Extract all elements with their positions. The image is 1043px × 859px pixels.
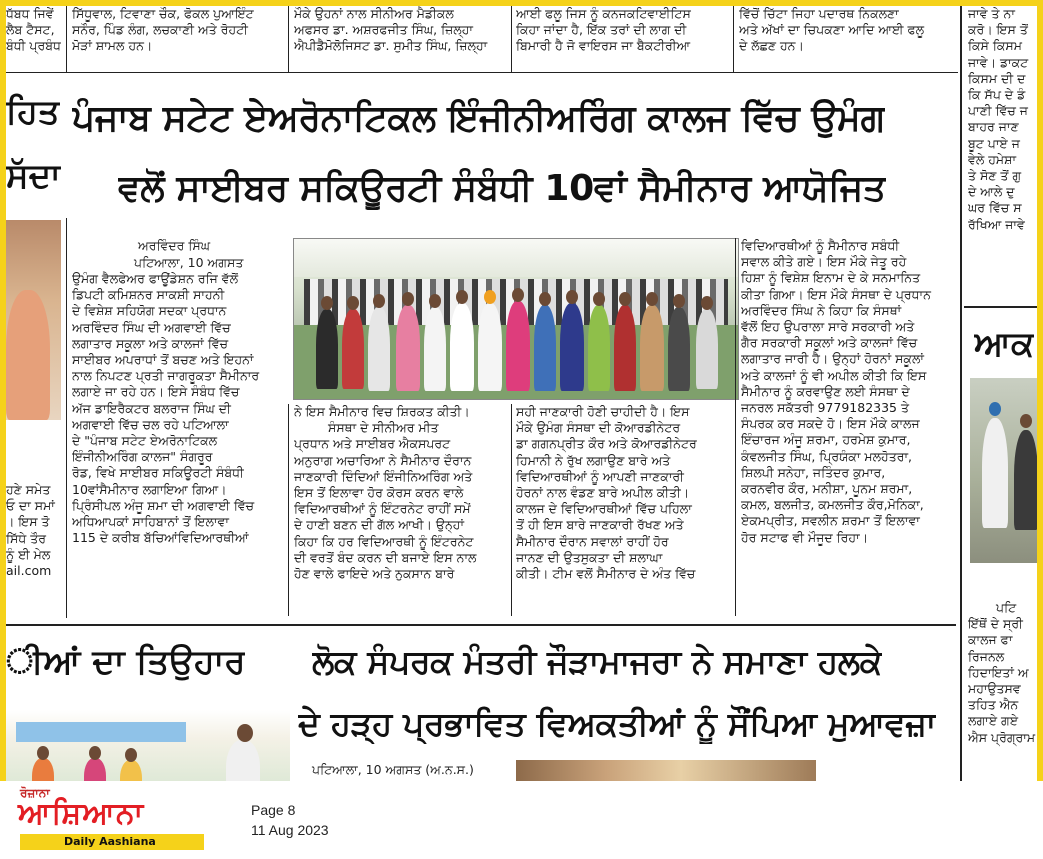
body-line: ਹੋਰ ਸਟਾਫ ਵੀ ਮੌਜੂਦ ਰਿਹਾ। [741, 529, 869, 545]
dateline: ਪਟਿਆਲਾ, 10 ਅਗਸਤ [134, 255, 244, 270]
column-rule [511, 6, 512, 72]
body-line: ਨੇ ਇਸ ਸੈਮੀਨਾਰ ਵਿਚ ਸ਼ਿਰਕਤ ਕੀਤੀ। [294, 404, 470, 419]
fragment-line: ਘਰ ਵਿੱਚ ਸ [968, 200, 1022, 216]
body-line: ਹਿਮਾਨੀ ਨੇ ਰੁੱਖ ਲਗਾਉਣ ਬਾਰੇ ਅਤੇ [516, 452, 671, 468]
left-strip-headline: ਹਿਤ [6, 92, 60, 132]
fragment-line: ਜਾਵੇ ਤੇ ਨਾ [968, 6, 1015, 21]
body-line: ਨਾਲ ਨਿਪਟਣ ਪ੍ਰਤੀ ਜਾਗਰੂਕਤਾ ਸੈਮੀਨਾਰ [72, 368, 260, 384]
body-line: ਅਧਿਆਪਕਾਂ ਸਾਹਿਬਾਨਾਂ ਤੋਂ ਇਲਾਵਾ [72, 514, 229, 530]
body-line: ਜਨਰਲ ਸਕੱਤਰੀ 9779182335 ਤੇ [741, 400, 909, 416]
fragment-line: ਕਿਹਾ ਜਾਂਦਾ ਹੈ, ਇੱਕ ਤਰਾਂ ਦੀ ਲਾਗ ਦੀ [516, 22, 687, 38]
fragment-line: ਪਟਿ [996, 600, 1017, 615]
body-line: ਵਿਦਿਆਰਥੀਆਂ ਨੂੰ ਸੈਮੀਨਾਰ ਸਬੰਧੀ [741, 238, 900, 253]
fragment-line: ਲੈਬ ਟੈਸਟ, [6, 22, 55, 38]
body-line: ਸ਼ਿਲਪੀ ਸਨੇਹਾ, ਜਤਿੰਦਰ ਕੁਮਾਰ, [741, 464, 886, 480]
body-line: ਹੋਣ ਵਾਲੇ ਫਾਇਦੇ ਅਤੇ ਨੁਕਸਾਨ ਬਾਰੇ [294, 566, 455, 582]
top-fragment-c [294, 6, 506, 66]
top-fragment-b [72, 6, 282, 66]
top-fragment-d [516, 6, 728, 66]
body-line: ਏਕਮਪ੍ਰੀਤ, ਸਵਲੀਨ ਸ਼ਰਮਾ ਤੋਂ ਇਲਾਵਾ [741, 513, 920, 529]
second-headline-line-2: ਦੇ ਹੜ੍ਹ ਪ੍ਰਭਾਵਿਤ ਵਿਅਕਤੀਆਂ ਨੂੰ ਸੌਂਪਿਆ ਮੁਆਵਜ਼ਾ [298, 704, 936, 743]
body-line: ਸੰਪਰਕ ਕਰ ਸਕਦੇ ਹੋ। ਇਸ ਮੌਕੇ ਕਾਲਜ [741, 416, 920, 432]
second-headline-line-1: ਲੋਕ ਸੰਪਰਕ ਮੰਤਰੀ ਜੌੜਾਮਾਜਰਾ ਨੇ ਸਮਾਣਾ ਹਲਕੇ [312, 642, 882, 681]
fragment-line: ਹਿਦਾਇਤਾਂ ਅ [968, 664, 1029, 680]
column-rule [735, 238, 736, 616]
body-line: ਡਿਪਟੀ ਕਮਿਸ਼ਨਰ ਸਾਕਸ਼ੀ ਸਾਹਨੀ [72, 287, 225, 303]
main-article-col-4 [741, 238, 951, 614]
body-line: ਅਨੁਰਾਗ ਅਚਾਰਿਆ ਨੇ ਸੈਮੀਨਾਰ ਦੌਰਾਨ [294, 452, 472, 468]
body-line: 115 ਦੇ ਕਰੀਬ ਬੱਚਿਆਂਵਿਦਿਆਰਥੀਆਂ [72, 530, 249, 546]
fragment-line: ਤਹਿਤ ਐਨ [968, 697, 1019, 713]
body-line: ਡਾ ਗਗਨਪ੍ਰੀਤ ਕੌਰ ਅਤੇ ਕੋਆਰਡੀਨੇਟਰ [516, 436, 697, 452]
body-line: ਵਿਦਿਆਰਥੀਆਂ ਨੂੰ ਇੰਟਰਨੇਟ ਰਾਹੀਂ ਸਮੇਂ [294, 501, 471, 517]
fragment-line: ਪਾਣੀ ਵਿੱਚ ਜ [968, 103, 1028, 119]
body-line: ਦੇ ਹਾਣੀ ਬਣਨ ਦੀ ਗੱਲ ਆਖੀ। ਉਨ੍ਹਾਂ [294, 517, 464, 533]
body-line: ਕਮਲ, ਬਲਜੀਤ, ਕਮਲਜੀਤ ਕੌਰ,ਮੋਨਿਕਾ, [741, 497, 924, 513]
right-column-rule [960, 6, 962, 781]
fragment-line: ਅਫਸਰ ਡਾ. ਅਸ਼ਰਫਜੀਤ ਸਿੰਘ, ਜ਼ਿਲ੍ਹਾ [294, 22, 473, 38]
body-line: ਲਗਾਏ ਜਾ ਰਹੇ ਹਨ। ਇਸੇ ਸੰਬੰਧ ਵਿੱਚ [72, 384, 240, 400]
column-rule [511, 404, 512, 616]
body-line: ਕਰਨਵੀਰ ਕੌਰ, ਮਨੀਸ਼ਾ, ਪੂਨਮ ਸ਼ਰਮਾ, [741, 481, 913, 497]
fragment-line: ਐਸ ਪ੍ਰੋਗ੍ਰਾਮ [968, 729, 1036, 745]
section-divider [6, 624, 296, 626]
section-divider [294, 624, 956, 626]
fragment-line: ਅਤੇ ਅੱਖਾਂ ਦਾ ਚਿਪਕਣਾ ਆਦਿ ਆਈ ਫਲੂ [739, 22, 925, 38]
column-rule [288, 6, 289, 72]
fragment-line: ਵੇਲੇ ਹਮੇਸ਼ਾ [968, 151, 1017, 167]
body-line: ਸਾਈਬਰ ਅਪਰਾਧਾਂ ਤੋਂ ਬਚਣ ਅਤੇ ਇਹਨਾਂ [72, 352, 254, 368]
body-line: ਲਗਾਤਾਰ ਜਾਰੀ ਹੈ। ਉਨ੍ਹਾਂ ਹੋਰਨਾਂ ਸਕੂਲਾਂ [741, 351, 924, 367]
body-line: ਪ੍ਰਧਾਨ ਅਤੇ ਸਾਈਬਰ ਐਕਸਪਰਟ [294, 436, 451, 452]
right-strip-top-text [968, 6, 1037, 296]
body-line: ਮੌਕੇ ਉਮੰਗ ਸੰਸਥਾ ਦੀ ਕੋਆਰਡੀਨੇਟਰ [516, 420, 681, 436]
fragment-line: ਸਿੱਧੂਵਾਲ, ਟਿਵਾਣਾ ਚੌਕ, ਫੋਕਲ ਪੁਆਇੰਟ [72, 6, 254, 21]
fragment-line: ਜਾਵੇ। ਡਾਕਟ [968, 54, 1029, 70]
right-strip-photo [970, 378, 1037, 563]
fragment-line: ਨੂੰ ਈ ਮੇਲ [6, 546, 51, 562]
main-article-col-1 [72, 271, 282, 611]
body-line: ਇੰਚਾਰਜ ਅੰਜੂ ਸ਼ਰਮਾ, ਹਰਮੇਸ਼ ਕੁਮਾਰ, [741, 432, 911, 448]
body-line: ਵਿਦਿਆਰਥੀਆਂ ਨੂੰ ਆਪਣੀ ਜਾਣਕਾਰੀ [516, 468, 684, 484]
edition-date: 11 Aug 2023 [251, 822, 329, 838]
right-strip-bottom-text [968, 600, 1037, 780]
body-line: ਕੰਵਲਜੀਤ ਸਿੰਘ, ਪ੍ਰਿਯੰਕਾ ਮਲਹੋਤਰਾ, [741, 448, 913, 464]
fragment-line: ਆਈ ਫਲੂ ਜਿਸ ਨੂੰ ਕਨਜਕਟਿਵਾਈਟਿਸ [516, 6, 691, 21]
fragment-line: ਮੋੜਾਂ ਸ਼ਾਮਲ ਹਨ। [72, 38, 153, 54]
column-rule [733, 6, 734, 72]
top-fragment-e [739, 6, 949, 66]
left-strip-subheadline: ਸੱਦਾ [6, 156, 61, 196]
fragment-line: ਇੱਥੋਂ ਦੇ ਸ੍ਰੀ [968, 616, 1023, 632]
body-line: ਗੈਰ ਸਰਕਾਰੀ ਸਕੂਲਾਂ ਅਤੇ ਕਾਲਜਾਂ ਵਿੱਚ [741, 335, 918, 351]
body-line: ਵੱਲੋਂ ਇਹ ਉਪਰਾਲਾ ਸਾਰੇ ਸਰਕਾਰੀ ਅਤੇ [741, 319, 915, 335]
body-line: ਅਰਵਿੰਦਰ ਸਿੰਘ ਨੇ ਕਿਹਾ ਕਿ ਸੰਸਥਾਂ [741, 302, 902, 318]
logo-tagline: ਰੋਜ਼ਾਨਾ [20, 786, 50, 800]
body-line: ਉਮੰਗ ਵੈਲਫੇਅਰ ਫਾਊਂਡੇਸ਼ਨ ਰਜਿ ਵੱਲੋਂ [72, 271, 239, 286]
body-line: ਸੰਸਥਾ ਦੇ ਸੀਨੀਅਰ ਮੀਤ [328, 420, 439, 436]
fragment-line: ਧੱਬਧ ਜਿਵੇਂ [6, 6, 54, 21]
main-article-col-2 [294, 404, 506, 614]
section-divider [6, 72, 958, 73]
newspaper-page [6, 6, 1037, 781]
column-rule [66, 218, 67, 618]
column-rule [288, 404, 289, 616]
main-article-col-3 [516, 404, 728, 614]
body-line: ਜਾਨਣ ਦੀ ਉਤਸੁਕਤਾ ਦੀ ਸ਼ਲਾਘਾ [516, 549, 663, 565]
body-line: ਦੇ ਵਿਸ਼ੇਸ਼ ਸਹਿਯੋਗ ਸਦਕਾ ਪ੍ਰਧਾਨ [72, 303, 227, 319]
page-number: Page 8 [251, 802, 296, 818]
body-line: ਸਵਾਲ ਕੀਤੇ ਗਏ। ਇਸ ਮੌਕੇ ਜੇਤੂ ਰਹੇ [741, 254, 907, 270]
body-line: ਜਾਣਕਾਰੀ ਦਿੰਦਿਆਂ ਇੰਜੀਨਿਅਰਿੰਗ ਅਤੇ [294, 468, 473, 484]
logo-english-name: Daily Aashiana [20, 834, 204, 850]
fragment-line: ਲਗਾਏ ਗਏ [968, 713, 1019, 729]
body-line: ਅਤੇ ਕਾਲਜਾਂ ਨੂੰ ਵੀ ਅਪੀਲ ਕੀਤੀ ਕਿ ਇਸ [741, 367, 927, 383]
left-bottom-photo [6, 710, 290, 781]
second-dateline: ਪਟਿਆਲਾ, 10 ਅਗਸਤ (ਅ.ਨ.ਸ.) [312, 762, 474, 777]
fragment-line: ਸਿੱਧੇ ਤੌਰ [6, 530, 46, 546]
fragment-line: ail.com [6, 563, 52, 579]
right-strip-headline: ਆਕ [974, 324, 1035, 364]
fragment-line: ਦੇ ਲੱਛਣ ਹਨ। [739, 38, 804, 54]
fragment-line: ਕਰੋ। ਇਸ ਤੋਂ [968, 22, 1028, 38]
body-line: ਹੋਰਨਾਂ ਨਾਲ ਵੰਡਣ ਬਾਰੇ ਅਪੀਲ ਕੀਤੀ। [516, 485, 690, 501]
fragment-line: ਬਾਹਰ ਜਾਣ [968, 119, 1019, 135]
body-line: ਸਹੀ ਜਾਣਕਾਰੀ ਹੋਣੀ ਚਾਹੀਦੀ ਹੈ। ਇਸ [516, 404, 690, 419]
fragment-line: ਮਹਾਉਤਸਵ [968, 681, 1021, 697]
body-line: ਹਿਸ਼ਾ ਨੂੰ ਵਿਸ਼ੇਸ਼ ਇਨਾਮ ਦੇ ਕੇ ਸਨਮਾਨਿਤ [741, 270, 921, 286]
fragment-line: ਐਪੀਡੈਮੋਲੋਜਿਸਟ ਡਾ. ਸੁਮੀਤ ਸਿੰਘ, ਜ਼ਿਲ੍ਹਾ [294, 38, 488, 54]
fragment-line: ਰੱਖਿਆ ਜਾਵੇ [968, 216, 1025, 232]
body-line: ਤੋਂ ਹੀ ਇਸ ਬਾਰੇ ਜਾਣਕਾਰੀ ਰੱਖਣ ਅਤੇ [516, 517, 684, 533]
fragment-line: ਤੇ ਸੋਣ ਤੋਂ ਗੁ [968, 168, 1022, 184]
body-line: ਅਗਵਾਈ ਵਿੱਚ ਚਲ ਰਹੇ ਪਟਿਆਲਾ [72, 416, 229, 432]
fragment-line: ਕਾਲਜ ਫਾ [968, 632, 1013, 648]
fragment-line: ਵਿੱਚੋਂ ਚਿੱਟਾ ਜਿਹਾ ਪਦਾਰਥ ਨਿਕਲਣਾ [739, 6, 899, 21]
main-headline-line-1: ਪੰਜਾਬ ਸਟੇਟ ਏਅਰੋਨਾਟਿਕਲ ਇੰਜੀਨੀਅਰਿੰਗ ਕਾਲਜ ਵਿੱਚ ਉਮੰਗ [72, 98, 886, 139]
left-strip-photo [6, 220, 61, 420]
second-article-photo [516, 760, 816, 781]
top-fragment-a [6, 6, 61, 66]
left-strip-text [6, 482, 64, 607]
fragment-line: ਬਿਮਾਰੀ ਹੈ ਜੋ ਵਾਇਰਸ ਜਾ ਬੈਕਟੀਰੀਆ [516, 38, 691, 54]
body-line: ਅੱਜ ਡਾਇਰੈਕਟਰ ਬਲਰਾਜ ਸਿੰਘ ਦੀ [72, 400, 231, 416]
fragment-line: ਹਣੇ ਸਮੇਤ [6, 482, 51, 497]
body-line: ਰੋਡ, ਵਿਖੇ ਸਾਈਬਰ ਸਕਿਊਰਟੀ ਸੰਬੰਧੀ [72, 465, 244, 481]
fragment-line: । ਇਸ ਤੋ [6, 514, 50, 530]
fragment-line: ਕਿਸਮ ਦੀ ਦ [968, 70, 1026, 86]
left-bottom-headline: ੀਆਂ ਦਾ ਤਿਉਹਾਰ [6, 642, 246, 682]
fragment-line: ਸਨੌਰ, ਪਿੰਡ ਲੰਗ, ਲਚਕਾਣੀ ਅਤੇ ਰੋਹਟੀ [72, 22, 248, 38]
fragment-line: ਕਿ ਸੱਪ ਦੇ ਡੰ [968, 87, 1026, 103]
fragment-line: ਕਿਸੇ ਕਿਸਮ [968, 38, 1022, 54]
body-line: ਕੀਤੀ। ਟੀਮ ਵਲੋਂ ਸੈਮੀਨਾਰ ਦੇ ਅੰਤ ਵਿੱਚ [516, 566, 696, 582]
fragment-line: ਬੰਧੀ ਪ੍ਰਬੰਧ [6, 38, 61, 54]
body-line: ਦੀ ਵਰਤੋਂ ਬੰਦ ਕਰਨ ਦੀ ਬਜਾਏ ਇਸ ਨਾਲ [294, 549, 477, 565]
body-line: ਅਰਵਿੰਦਰ ਸਿੰਘ ਦੀ ਅਗਵਾਈ ਵਿੱਚ [72, 319, 231, 335]
fragment-line: ਓ ਦਾ ਸਮਾਂ [6, 498, 55, 514]
column-rule [66, 6, 67, 72]
body-line: ਪ੍ਰਿੰਸੀਪਲ ਅੰਜੂ ਸ਼ਮਾ ਦੀ ਅਗਵਾਈ ਵਿੱਚ [72, 497, 255, 513]
body-line: ਇਸ ਤੋਂ ਇਲਾਵਾ ਹੋਰ ਕੋਰਸ ਕਰਨ ਵਾਲੇ [294, 485, 464, 501]
body-line: ਕਿਹਾ ਕਿ ਹਰ ਵਿਦਿਆਰਥੀ ਨੂੰ ਇੰਟਰਨੇਟ [294, 533, 474, 549]
fragment-line: ਰਿਜਨਲ [968, 648, 1005, 664]
body-line: ਸੈਮੀਨਾਰ ਦੌਰਾਨ ਸਵਾਲਾਂ ਰਾਹੀਂ ਹੋਰ [516, 533, 669, 549]
fragment-line: ਦੇ ਆਲੇ ਦੁ [968, 184, 1015, 200]
seminar-group-photo [293, 238, 739, 400]
body-line: ਕੀਤਾ ਗਿਆ। ਇਸ ਮੌਕੇ ਸੰਸਥਾ ਦੇ ਪ੍ਰਧਾਨ [741, 286, 931, 302]
author: ਅਰਵਿੰਦਰ ਸਿੰਘ [138, 238, 210, 253]
newspaper-logo: ਆਸ਼ਿਆਨਾ [18, 796, 145, 831]
section-divider [964, 306, 1037, 308]
body-line: 10ਵਾਂਸੈਮੀਨਾਰ ਲਗਾਇਆ ਗਿਆ। [72, 481, 227, 497]
body-line: ਇੰਜੀਨੀਅਰਿੰਗ ਕਾਲਜ" ਸੰਗਰੂਰ [72, 449, 213, 465]
main-headline-line-2: ਵਲੋਂ ਸਾਈਬਰ ਸਕਿਊਰਟੀ ਸੰਬੰਧੀ 10ਵਾਂ ਸੈਮੀਨਾਰ ਆਯੋਜਿਤ [118, 168, 886, 209]
body-line: ਲਗਾਤਾਰ ਸਕੂਲਾ ਅਤੇ ਕਾਲਜਾਂ ਵਿੱਚ [72, 335, 229, 351]
body-line: ਸੈਮੀਨਾਰ ਨੂੰ ਕਰਵਾਉਣ ਲਈ ਸੰਸਥਾ ਦੇ [741, 383, 910, 399]
fragment-line: ਮੌਕੇ ਉਹਨਾਂ ਨਾਲ ਸੀਨੀਅਰ ਮੈਡੀਕਲ [294, 6, 454, 21]
body-line: ਦੇ "ਪੰਜਾਬ ਸਟੇਟ ਏਅਰੋਨਾਟਿਕਲ [72, 433, 218, 449]
body-line: ਕਾਲਜ ਦੇ ਵਿਦਿਆਰਥੀਆਂ ਵਿੱਚ ਪਹਿਲਾ [516, 501, 692, 517]
fragment-line: ਬੂਟ ਪਾਏ ਜ [968, 135, 1020, 151]
